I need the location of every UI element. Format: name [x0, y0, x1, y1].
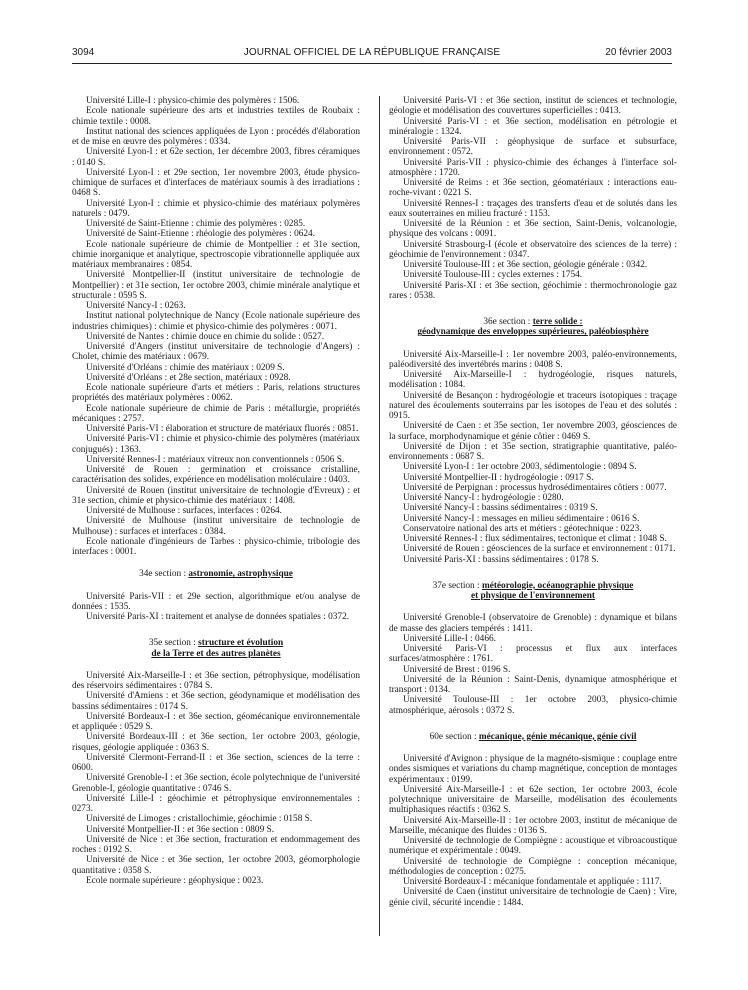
- entry-paragraph: Université Lille-I : physico-chimie des polymères : 1506.: [86, 96, 300, 106]
- entry-paragraph: Université Aix-Marseille-I : et 36e section, pétrophysique, modélisation des réservoirs sédimentaires : 0784 S.: [72, 670, 360, 691]
- entry-paragraph: Université Rennes-I : traçages des transferts d'eau et de solutés dans les eaux souterraines en milieu fracturé : 1153.: [389, 198, 677, 219]
- entry-paragraph: Université de Saint-Etienne : chimie des polymères : 0285.: [86, 219, 306, 229]
- entry-paragraph: Université Aix-Marseille-I : et 62e section, 1er octobre 2003, école polytechnique universitaire de Marseille, modélisation des écoulements multiphasiques réactifs : 0362 S.: [389, 784, 677, 816]
- entry-paragraph: Université Paris-VI : et 36e section, modélisation en pétrologie et minéralogie : 1324.: [389, 116, 677, 137]
- entry-paragraph: Université de Besançon : hydrogéologie et traceurs isotopiques : traçage naturel des écoulements souterrains par les isotopes de l'eau et des solutés : 0915.: [389, 390, 677, 421]
- page-header: [72, 47, 672, 61]
- issue-date: 20 février 2003: [605, 47, 672, 58]
- entry-paragraph: Université Toulouse-III : et 36e section, géologie générale : 0342.: [403, 260, 648, 270]
- section-heading-line: [389, 327, 677, 337]
- section-title: structure et évolution: [198, 638, 284, 649]
- right-column: [389, 96, 677, 908]
- entry-paragraph: Université Lyon-I : et 29e section, 1er novembre 2003, étude physico-chimique de surfaces et d'interfaces de matériaux soumis à des irradiations : 0468 S.: [72, 167, 360, 199]
- section-title: terre solide :: [532, 317, 583, 327]
- entry-paragraph: Université Paris-VII : géophysique de surface et subsurface, environnement : 0572.: [389, 137, 677, 158]
- entry-paragraph: Université Lille-I : géochimie et pétrophysique environnementales : 0273.: [72, 793, 360, 814]
- entry-paragraph: Université Lyon-I : chimie et physico-chimie des matériaux polymères naturels : 0479.: [72, 198, 360, 219]
- entries-block: [72, 592, 360, 623]
- entry-paragraph: Université de la Réunion : Saint-Denis, dynamique atmosphérique et transport : 0134.: [389, 674, 677, 695]
- section-title-continued: géodynamique des enveloppes supérieures, paléobiosphère: [417, 327, 649, 338]
- section-heading-line: [389, 317, 677, 327]
- section-heading-34: [72, 569, 360, 579]
- entry-paragraph: Université de Rouen : germination et croissance cristalline, caractérisation des solides, expérience en modélisation moléculaire : 0403.: [72, 465, 360, 486]
- entries-block: [389, 96, 677, 301]
- entry-paragraph: Université de Mulhouse : surfaces, interfaces : 0264.: [86, 506, 282, 516]
- entry-paragraph: Université d'Avignon : physique de la magnéto-sismique : couplage entre ondes sismiques et variations du champ magnétique, conception de montages expérimentaux : 0199.: [389, 754, 677, 785]
- entry-paragraph: Université Aix-Marseille-I : hydrogéologie, risques naturels, modélisation : 1084.: [389, 370, 677, 391]
- entry-paragraph: Université Paris-VI : chimie et physico-chimie des polymères (matériaux conjugués) : 1363.: [72, 434, 360, 455]
- entry-paragraph: Université de Perpignan : processus hydrosédimentaires côtiers : 0077.: [403, 482, 667, 493]
- section-heading-60: [389, 732, 677, 742]
- entry-paragraph: Université de Dijon : et 35e section, stratigraphie quantitative, paléo-environnements : 0687 S.: [389, 441, 677, 462]
- entry-paragraph: Université Clermont-Ferrand-II : et 36e section, sciences de la terre : 0600.: [72, 752, 360, 773]
- entry-paragraph: Université Aix-Marseille-I : 1er novembre 2003, paléo-environnements, paléodiversité des invertébrés marins : 0408 S.: [389, 349, 677, 370]
- entry-paragraph: Université de Mulhouse (institut universitaire de technologie de Mulhouse) : surfaces et interfaces : 0384.: [72, 516, 360, 537]
- entry-paragraph: Université Lyon-I : et 62e section, 1er décembre 2003, fibres céramiques : 0140 S.: [72, 147, 360, 168]
- entry-paragraph: Ecole nationale supérieure de chimie de Paris : métallurgie, propriétés mécaniques : 2757.: [72, 403, 360, 424]
- entry-paragraph: Université de Brest : 0196 S.: [403, 664, 511, 675]
- entries-block: [72, 671, 360, 886]
- section-title: météorologie, océanographie physique: [481, 580, 634, 591]
- entry-paragraph: Université Paris-XI : traitement et analyse de données spatiales : 0372.: [86, 612, 350, 622]
- entry-paragraph: Université d'Orléans : chimie des matériaux : 0209 S.: [86, 362, 285, 373]
- entry-paragraph: Université Montpellier-II : et 36e section : 0809 S.: [86, 824, 275, 835]
- entries-block: [389, 754, 677, 908]
- entry-paragraph: Université Aix-Marseille-II : 1er octobre 2003, institut de mécanique de Marseille, mécanique des fluides : 0136 S.: [389, 815, 677, 836]
- entry-paragraph: Université Paris-VII : physico-chimie des échanges à l'interface sol-atmosphère : 1720.: [389, 157, 677, 178]
- entry-paragraph: Université Bordeaux-I : mécanique fondamentale et appliquée : 1117.: [403, 877, 662, 887]
- section-title-continued: et physique de l'environnement: [470, 591, 596, 601]
- section-prefix: 60e section :: [429, 731, 477, 742]
- section-prefix: 35e section :: [148, 638, 196, 649]
- entries-block: [389, 613, 677, 716]
- section-heading-36: [389, 317, 677, 338]
- entry-paragraph: Université de Rouen (institut universitaire de technologie d'Evreux) : et 31e section, chimie et physico-chimie des matériaux : 1408.: [72, 485, 360, 506]
- section-title: astronomie, astrophysique: [188, 569, 293, 580]
- section-heading-line: [389, 732, 677, 742]
- entry-paragraph: Université de Nice : et 36e section, fracturation et endommagement des roches : 0192 S.: [72, 834, 360, 855]
- entry-paragraph: Université de Reims : et 36e section, géomatériaux : interactions eau-roche-vivant : 0221 S.: [389, 178, 677, 199]
- entry-paragraph: Université Bordeaux-I : et 36e section, géomécanique environnementale et appliquée : 0529 S.: [72, 711, 360, 732]
- journal-title: JOURNAL OFFICIEL DE LA RÉPUBLIQUE FRANÇAISE: [243, 47, 501, 58]
- entry-paragraph: Université de technologie de Compiègne : conception mécanique, méthodologies de conception : 0275.: [389, 856, 677, 877]
- entry-paragraph: Université Lyon-I : 1er octobre 2003, sédimentologie : 0894 S.: [403, 462, 637, 473]
- entries-block: [389, 350, 677, 565]
- section-prefix: 37e section :: [432, 580, 480, 591]
- entry-paragraph: Université Paris-VII : et 29e section, algorithmique et/ou analyse de données : 1535.: [72, 591, 360, 612]
- entry-paragraph: Université Strasbourg-I (école et observatoire des sciences de la terre) : géochimie de l'environnement : 0347.: [389, 239, 677, 260]
- entry-paragraph: Université Montpellier-II (institut universitaire de technologie de Montpellier) : et 31e section, 1er octobre 2003, chimie minérale analytique et structurale : 0595 S.: [72, 270, 360, 301]
- entry-paragraph: Université de Caen (institut universitaire de technologie de Caen) : Vire, génie civil, sécurité incendie : 1484.: [389, 887, 677, 908]
- entry-paragraph: Université d'Orléans : et 28e section, matériaux : 0928.: [86, 372, 291, 383]
- entry-paragraph: Université Rennes-I : matériaux vitreux non conventionnels : 0506 S.: [86, 454, 345, 465]
- entry-paragraph: Université Nancy-I : messages en milieu sédimentaire : 0616 S.: [403, 513, 640, 524]
- section-prefix: 34e section :: [139, 569, 187, 580]
- entry-paragraph: Université de Nice : et 36e section, 1er octobre 2003, géomorphologie quantitative : 0358 S.: [72, 855, 360, 876]
- entry-paragraph: Université Toulouse-III : 1er octobre 2003, physico-chimie atmosphérique, aérosols : 0372 S.: [389, 695, 677, 716]
- entry-paragraph: Conservatoire national des arts et métiers : géotechnique : 0223.: [403, 523, 642, 534]
- entry-paragraph: Université Paris-VI : et 36e section, institut de sciences et technologie, géologie et modélisation des couvertures superficielles : 0413.: [389, 96, 677, 117]
- entry-paragraph: Université Grenoble-I (observatoire de Grenoble) : dynamique et bilans de masse des glaciers tempérés : 1411.: [389, 613, 677, 634]
- entry-paragraph: Université Toulouse-III : cycles externes : 1754.: [403, 270, 583, 281]
- entry-paragraph: Université de Limoges : cristallochimie, géochimie : 0158 S.: [86, 814, 313, 825]
- section-heading-37: [389, 581, 677, 602]
- entry-paragraph: Université Montpellier-II : hydrogéologie : 0917 S.: [403, 472, 594, 483]
- entry-paragraph: Ecole nationale d'ingénieurs de Tarbes : physico-chimie, tribologie des interfaces : 0001.: [72, 536, 360, 557]
- entry-paragraph: Université de Caen : et 35e section, 1er novembre 2003, géosciences de la surface, morphodynamique et génie côtier : 0469 S.: [389, 421, 677, 442]
- section-heading-line: [389, 591, 677, 601]
- entry-paragraph: Université Paris-VI : élaboration et structure de matériaux fluorés : 0851.: [86, 424, 359, 434]
- section-heading-line: [389, 581, 677, 591]
- entry-paragraph: Université Lille-I : 0466.: [403, 633, 496, 644]
- entry-paragraph: Université d'Amiens : et 36e section, géodynamique et modélisation des bassins sédimentaires : 0174 S.: [72, 691, 360, 712]
- section-heading-line: [72, 638, 360, 648]
- header-rule: [72, 63, 672, 64]
- entry-paragraph: Université Rennes-I : flux sédimentaires, tectonique et climat : 1048 S.: [403, 534, 667, 544]
- entry-paragraph: Institut national des sciences appliquées de Lyon : procédés d'élaboration et de mise en œuvre des polymères : 0334.: [72, 126, 360, 147]
- entry-paragraph: Université de technologie de Compiègne : acoustique et vibroacoustique numérique et expérimentale : 0049.: [389, 836, 677, 857]
- entry-paragraph: Institut national polytechnique de Nancy (Ecole nationale supérieure des industries chimiques) : chimie et physico-chimie des polymères : 0071.: [72, 311, 360, 332]
- entry-paragraph: Université de Rouen : géosciences de la surface et environnement : 0171.: [403, 544, 676, 555]
- section-heading-line: [72, 649, 360, 659]
- column-divider: [379, 96, 380, 936]
- entry-paragraph: Université Bordeaux-III : et 36e section, 1er octobre 2003, géologie, risques, géologie appliquée : 0363 S.: [72, 732, 360, 753]
- section-heading-35: [72, 638, 360, 659]
- entry-paragraph: Université Grenoble-I : et 36e section, école polytechnique de l'université Grenoble-I, géologie quantitative : 0746 S.: [72, 773, 360, 794]
- page-number: 3094: [72, 47, 95, 58]
- entry-paragraph: Université Paris-VI : processus et flux aux interfaces surfaces/atmosphère : 1761.: [389, 644, 677, 665]
- section-prefix: 36e section :: [483, 317, 531, 327]
- entry-paragraph: Université de la Réunion : et 36e section, Saint-Denis, volcanologie, physique des volcans : 0091.: [389, 219, 677, 240]
- section-heading-line: [72, 569, 360, 579]
- section-title-continued: de la Terre et des autres planètes: [151, 648, 281, 659]
- entry-paragraph: Ecole nationale supérieure d'arts et métiers : Paris, relations structures propriétés des matériaux polymères : 0062.: [72, 383, 360, 404]
- entry-paragraph: Université Paris-XI : bassins sédimentaires : 0178 S.: [403, 554, 599, 565]
- entry-paragraph: Université Nancy-I : bassins sédimentaires : 0319 S.: [403, 503, 598, 514]
- entry-paragraph: Université Paris-XI : et 36e section, géochimie : thermochronologie gaz rares : 0538.: [389, 280, 677, 301]
- entry-paragraph: Université Nancy-I : 0263.: [86, 301, 186, 311]
- entry-paragraph: Université de Saint-Etienne : rhéologie des polymères : 0624.: [86, 229, 316, 240]
- left-column: [72, 96, 360, 886]
- section-title: mécanique, génie mécanique, génie civil: [478, 731, 637, 742]
- entry-paragraph: Université de Nantes : chimie douce en chimie du solide : 0527.: [86, 331, 325, 342]
- entry-paragraph: Ecole normale supérieure : géophysique : 0023.: [86, 875, 264, 886]
- entry-paragraph: Ecole nationale supérieure des arts et industries textiles de Roubaix : chimie textile : 0008.: [72, 106, 360, 127]
- entry-paragraph: Université Nancy-I : hydrogéologie : 0280.: [403, 493, 564, 503]
- entry-paragraph: Université d'Angers (institut universitaire de technologie d'Angers) : Cholet, chimie des matériaux : 0679.: [72, 342, 360, 363]
- entry-paragraph: Ecole nationale supérieure de chimie de Montpellier : et 31e section, chimie inorganique et analytique, spectroscopie vibrationnelle appliquée aux matériaux membranaires : 0854.: [72, 239, 360, 270]
- entries-block: [72, 96, 360, 557]
